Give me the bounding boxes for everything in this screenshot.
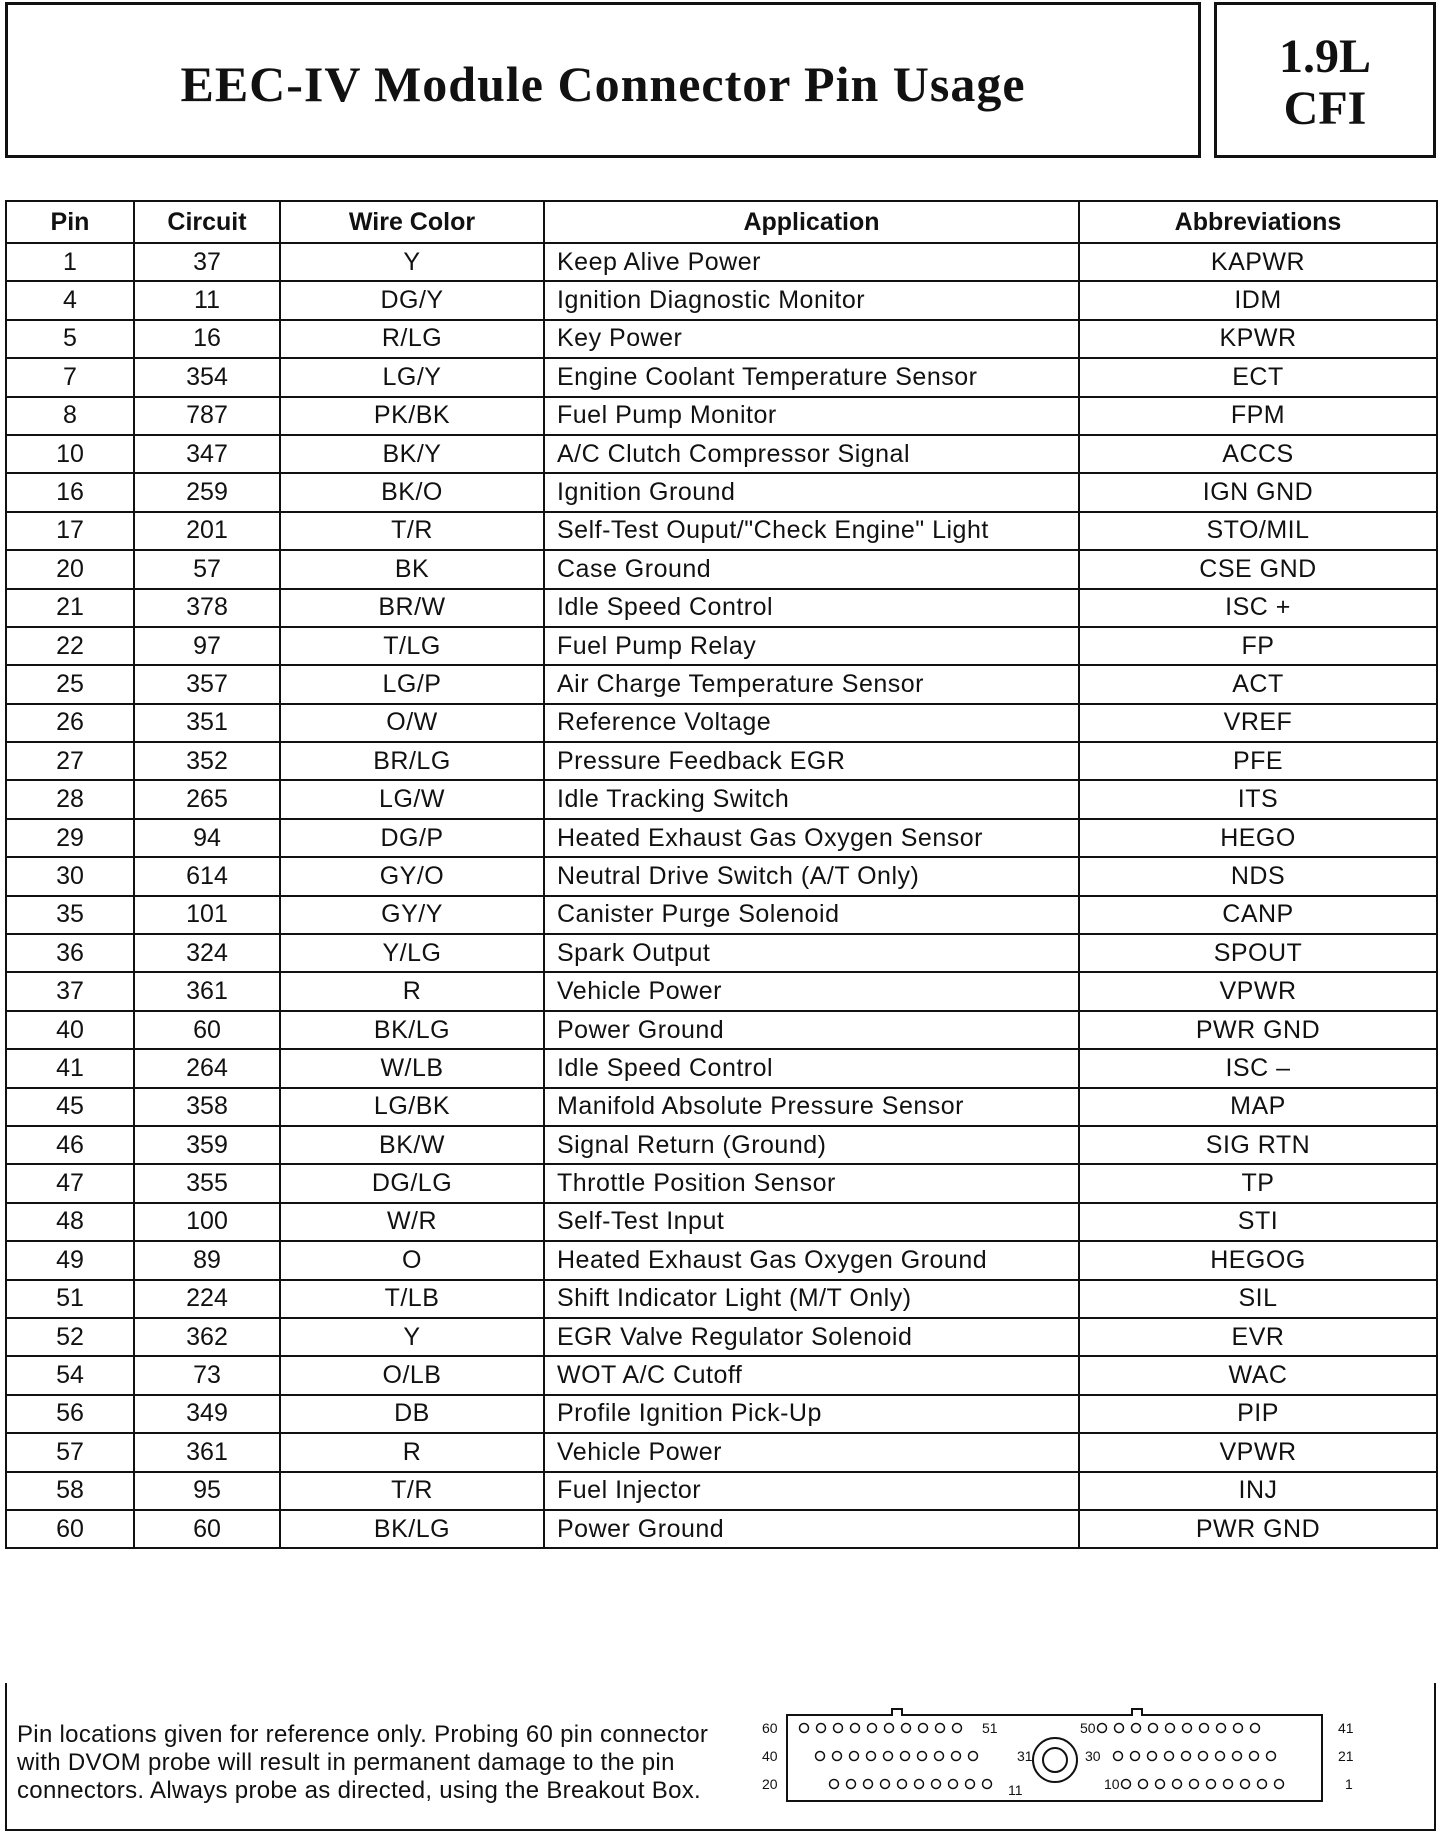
cell-abbreviation: NDS xyxy=(1079,857,1437,895)
connector-pin xyxy=(1234,1724,1243,1733)
cell-wire-color: T/R xyxy=(280,512,544,550)
connector-pin xyxy=(1149,1724,1158,1733)
cell-application: Ignition Diagnostic Monitor xyxy=(544,281,1079,319)
cell-circuit: 60 xyxy=(134,1011,280,1049)
table-row xyxy=(6,1126,1437,1164)
cell-application: EGR Valve Regulator Solenoid xyxy=(544,1318,1079,1356)
connector-pin xyxy=(1207,1780,1216,1789)
cell-abbreviation: KPWR xyxy=(1079,320,1437,358)
cell-circuit: 265 xyxy=(134,780,280,818)
label-60-left: 60 xyxy=(762,1720,778,1736)
cell-circuit: 355 xyxy=(134,1164,280,1202)
table-row xyxy=(6,1510,1437,1548)
cell-circuit: 73 xyxy=(134,1356,280,1394)
connector-pin xyxy=(1258,1780,1267,1789)
connector-pin xyxy=(1199,1752,1208,1761)
cell-pin: 35 xyxy=(6,896,134,934)
cell-wire-color: R/LG xyxy=(280,320,544,358)
table-row xyxy=(6,972,1437,1010)
connector-pin xyxy=(935,1752,944,1761)
cell-abbreviation: IDM xyxy=(1079,281,1437,319)
cell-wire-color: O/W xyxy=(280,704,544,742)
table-row xyxy=(6,1280,1437,1318)
table-row xyxy=(6,1395,1437,1433)
table-row xyxy=(6,1011,1437,1049)
label-1-right: 1 xyxy=(1345,1776,1353,1792)
cell-abbreviation: ISC + xyxy=(1079,589,1437,627)
connector-pin xyxy=(949,1780,958,1789)
cell-application: Engine Coolant Temperature Sensor xyxy=(544,358,1079,396)
connector-pin xyxy=(884,1752,893,1761)
cell-wire-color: W/LB xyxy=(280,1049,544,1087)
cell-wire-color: R xyxy=(280,972,544,1010)
connector-pin xyxy=(1216,1752,1225,1761)
cell-application: Profile Ignition Pick-Up xyxy=(544,1395,1079,1433)
connector-pin xyxy=(833,1752,842,1761)
cell-circuit: 60 xyxy=(134,1510,280,1548)
connector-pin xyxy=(915,1780,924,1789)
cell-abbreviation: SPOUT xyxy=(1079,934,1437,972)
cell-circuit: 359 xyxy=(134,1126,280,1164)
cell-pin: 37 xyxy=(6,972,134,1010)
cell-circuit: 95 xyxy=(134,1472,280,1510)
table-row xyxy=(6,1088,1437,1126)
table-row xyxy=(6,550,1437,588)
label-51: 51 xyxy=(982,1720,998,1736)
cell-pin: 51 xyxy=(6,1280,134,1318)
table-row xyxy=(6,857,1437,895)
table-row xyxy=(6,819,1437,857)
connector-pin xyxy=(1182,1752,1191,1761)
table-row xyxy=(6,589,1437,627)
cell-pin: 41 xyxy=(6,1049,134,1087)
table-row xyxy=(6,896,1437,934)
column-header-wire-color: Wire Color xyxy=(280,201,544,243)
cell-wire-color: O xyxy=(280,1241,544,1279)
connector-pin xyxy=(1251,1724,1260,1733)
cell-pin: 17 xyxy=(6,512,134,550)
connector-pin xyxy=(850,1752,859,1761)
label-10: 10 xyxy=(1104,1776,1120,1792)
cell-wire-color: BR/LG xyxy=(280,742,544,780)
footer-box xyxy=(5,1683,1436,1831)
cell-application: Neutral Drive Switch (A/T Only) xyxy=(544,857,1079,895)
cell-circuit: 324 xyxy=(134,934,280,972)
table-row xyxy=(6,1433,1437,1471)
table-row xyxy=(6,742,1437,780)
label-40-left: 40 xyxy=(762,1748,778,1764)
cell-pin: 5 xyxy=(6,320,134,358)
connector-pin xyxy=(983,1780,992,1789)
cell-application: Self-Test Ouput/"Check Engine" Light xyxy=(544,512,1079,550)
cell-application: Fuel Pump Relay xyxy=(544,627,1079,665)
cell-abbreviation: ACT xyxy=(1079,665,1437,703)
connector-pin xyxy=(1190,1780,1199,1789)
connector-pin xyxy=(1132,1724,1141,1733)
table-row xyxy=(6,243,1437,281)
cell-abbreviation: ECT xyxy=(1079,358,1437,396)
connector-pin xyxy=(847,1780,856,1789)
cell-application: Vehicle Power xyxy=(544,972,1079,1010)
cell-pin: 4 xyxy=(6,281,134,319)
cell-pin: 57 xyxy=(6,1433,134,1471)
cell-pin: 46 xyxy=(6,1126,134,1164)
cell-circuit: 94 xyxy=(134,819,280,857)
cell-abbreviation: PWR GND xyxy=(1079,1510,1437,1548)
connector-pin xyxy=(881,1780,890,1789)
cell-circuit: 787 xyxy=(134,397,280,435)
cell-circuit: 351 xyxy=(134,704,280,742)
cell-circuit: 101 xyxy=(134,896,280,934)
label-21-right: 21 xyxy=(1338,1748,1354,1764)
cell-abbreviation: ISC – xyxy=(1079,1049,1437,1087)
cell-pin: 30 xyxy=(6,857,134,895)
cell-pin: 26 xyxy=(6,704,134,742)
cell-application: Fuel Pump Monitor xyxy=(544,397,1079,435)
connector-pin xyxy=(902,1724,911,1733)
cell-wire-color: DB xyxy=(280,1395,544,1433)
title-box xyxy=(5,2,1201,158)
table-row xyxy=(6,1472,1437,1510)
cell-wire-color: BK xyxy=(280,550,544,588)
cell-abbreviation: KAPWR xyxy=(1079,243,1437,281)
column-header-abbreviations: Abbreviations xyxy=(1079,201,1437,243)
connector-pin xyxy=(918,1752,927,1761)
connector-pin xyxy=(885,1724,894,1733)
cell-wire-color: Y xyxy=(280,1318,544,1356)
table-header-row xyxy=(6,201,1437,243)
cell-application: Shift Indicator Light (M/T Only) xyxy=(544,1280,1079,1318)
label-30: 30 xyxy=(1085,1748,1101,1764)
cell-pin: 8 xyxy=(6,397,134,435)
connector-pin xyxy=(1275,1780,1284,1789)
cell-wire-color: LG/Y xyxy=(280,358,544,396)
cell-circuit: 352 xyxy=(134,742,280,780)
cell-pin: 56 xyxy=(6,1395,134,1433)
cell-application: Key Power xyxy=(544,320,1079,358)
cell-application: Air Charge Temperature Sensor xyxy=(544,665,1079,703)
cell-wire-color: T/LB xyxy=(280,1280,544,1318)
cell-application: Ignition Ground xyxy=(544,473,1079,511)
engine-badge xyxy=(1214,2,1436,158)
cell-circuit: 89 xyxy=(134,1241,280,1279)
cell-pin: 21 xyxy=(6,589,134,627)
connector-pin xyxy=(966,1780,975,1789)
cell-abbreviation: FP xyxy=(1079,627,1437,665)
cell-application: Vehicle Power xyxy=(544,1433,1079,1471)
cell-abbreviation: ITS xyxy=(1079,780,1437,818)
cell-application: Power Ground xyxy=(544,1510,1079,1548)
cell-wire-color: T/LG xyxy=(280,627,544,665)
connector-pin xyxy=(1200,1724,1209,1733)
connector-pin xyxy=(1233,1752,1242,1761)
cell-abbreviation: SIL xyxy=(1079,1280,1437,1318)
connector-pin xyxy=(1267,1752,1276,1761)
connector-pin xyxy=(1241,1780,1250,1789)
connector-pin xyxy=(816,1752,825,1761)
connector-pin xyxy=(1173,1780,1182,1789)
cell-application: Manifold Absolute Pressure Sensor xyxy=(544,1088,1079,1126)
connector-pin xyxy=(1098,1724,1107,1733)
connector-pin xyxy=(1114,1752,1123,1761)
cell-application: Heated Exhaust Gas Oxygen Ground xyxy=(544,1241,1079,1279)
cell-application: Reference Voltage xyxy=(544,704,1079,742)
cell-abbreviation: WAC xyxy=(1079,1356,1437,1394)
connector-pin xyxy=(1122,1780,1131,1789)
cell-abbreviation: STI xyxy=(1079,1203,1437,1241)
cell-pin: 52 xyxy=(6,1318,134,1356)
connector-pin xyxy=(969,1752,978,1761)
table-row xyxy=(6,473,1437,511)
pin-usage-table xyxy=(5,200,1438,1549)
connector-pin xyxy=(1115,1724,1124,1733)
cell-pin: 10 xyxy=(6,435,134,473)
cell-wire-color: LG/P xyxy=(280,665,544,703)
cell-pin: 20 xyxy=(6,550,134,588)
engine-badge-line1: 1.9L xyxy=(1278,30,1371,83)
cell-abbreviation: CSE GND xyxy=(1079,550,1437,588)
column-header-pin: Pin xyxy=(6,201,134,243)
cell-circuit: 100 xyxy=(134,1203,280,1241)
cell-pin: 27 xyxy=(6,742,134,780)
cell-abbreviation: EVR xyxy=(1079,1318,1437,1356)
connector-pin xyxy=(1156,1780,1165,1789)
cell-pin: 28 xyxy=(6,780,134,818)
cell-circuit: 361 xyxy=(134,972,280,1010)
table-row xyxy=(6,934,1437,972)
cell-pin: 45 xyxy=(6,1088,134,1126)
cell-abbreviation: INJ xyxy=(1079,1472,1437,1510)
cell-application: Case Ground xyxy=(544,550,1079,588)
label-11: 11 xyxy=(1008,1782,1023,1798)
cell-wire-color: BK/LG xyxy=(280,1510,544,1548)
connector-pin xyxy=(953,1724,962,1733)
cell-application: Canister Purge Solenoid xyxy=(544,896,1079,934)
cell-circuit: 11 xyxy=(134,281,280,319)
table-row xyxy=(6,1318,1437,1356)
cell-abbreviation: PIP xyxy=(1079,1395,1437,1433)
cell-wire-color: Y xyxy=(280,243,544,281)
table-row xyxy=(6,665,1437,703)
label-31: 31 xyxy=(1017,1748,1033,1764)
table-row xyxy=(6,435,1437,473)
cell-wire-color: DG/Y xyxy=(280,281,544,319)
cell-circuit: 354 xyxy=(134,358,280,396)
cell-circuit: 357 xyxy=(134,665,280,703)
connector-pin xyxy=(952,1752,961,1761)
cell-wire-color: DG/LG xyxy=(280,1164,544,1202)
cell-circuit: 264 xyxy=(134,1049,280,1087)
cell-pin: 58 xyxy=(6,1472,134,1510)
cell-application: A/C Clutch Compressor Signal xyxy=(544,435,1079,473)
cell-application: Idle Speed Control xyxy=(544,589,1079,627)
connector-pin xyxy=(1224,1780,1233,1789)
table-row xyxy=(6,1164,1437,1202)
connector-diagram xyxy=(742,1703,1402,1813)
table-body xyxy=(6,243,1437,1548)
page-title: EEC-IV Module Connector Pin Usage xyxy=(180,56,1026,112)
cell-abbreviation: HEGOG xyxy=(1079,1241,1437,1279)
cell-circuit: 201 xyxy=(134,512,280,550)
cell-wire-color: GY/O xyxy=(280,857,544,895)
cell-wire-color: BK/O xyxy=(280,473,544,511)
table-row xyxy=(6,320,1437,358)
cell-abbreviation: MAP xyxy=(1079,1088,1437,1126)
cell-application: Fuel Injector xyxy=(544,1472,1079,1510)
table-row xyxy=(6,1241,1437,1279)
cell-pin: 49 xyxy=(6,1241,134,1279)
cell-pin: 40 xyxy=(6,1011,134,1049)
cell-abbreviation: FPM xyxy=(1079,397,1437,435)
cell-circuit: 16 xyxy=(134,320,280,358)
cell-abbreviation: HEGO xyxy=(1079,819,1437,857)
cell-circuit: 362 xyxy=(134,1318,280,1356)
connector-pin xyxy=(1139,1780,1148,1789)
cell-wire-color: BK/W xyxy=(280,1126,544,1164)
cell-abbreviation: ACCS xyxy=(1079,435,1437,473)
label-41-right: 41 xyxy=(1338,1720,1354,1736)
cell-pin: 29 xyxy=(6,819,134,857)
table-row xyxy=(6,512,1437,550)
cell-pin: 22 xyxy=(6,627,134,665)
cell-circuit: 614 xyxy=(134,857,280,895)
cell-circuit: 97 xyxy=(134,627,280,665)
cell-wire-color: BR/W xyxy=(280,589,544,627)
cell-pin: 16 xyxy=(6,473,134,511)
cell-circuit: 37 xyxy=(134,243,280,281)
cell-abbreviation: VPWR xyxy=(1079,1433,1437,1471)
cell-application: WOT A/C Cutoff xyxy=(544,1356,1079,1394)
connector-pin xyxy=(868,1724,877,1733)
engine-badge-line2: CFI xyxy=(1283,82,1367,135)
cell-wire-color: R xyxy=(280,1433,544,1471)
table-row xyxy=(6,1049,1437,1087)
cell-circuit: 224 xyxy=(134,1280,280,1318)
cell-pin: 1 xyxy=(6,243,134,281)
cell-pin: 7 xyxy=(6,358,134,396)
table-row xyxy=(6,1203,1437,1241)
cell-abbreviation: IGN GND xyxy=(1079,473,1437,511)
connector-pin xyxy=(1250,1752,1259,1761)
cell-circuit: 378 xyxy=(134,589,280,627)
cell-application: Spark Output xyxy=(544,934,1079,972)
cell-circuit: 349 xyxy=(134,1395,280,1433)
cell-abbreviation: STO/MIL xyxy=(1079,512,1437,550)
cell-abbreviation: VPWR xyxy=(1079,972,1437,1010)
cell-wire-color: LG/BK xyxy=(280,1088,544,1126)
cell-pin: 48 xyxy=(6,1203,134,1241)
cell-pin: 36 xyxy=(6,934,134,972)
cell-application: Power Ground xyxy=(544,1011,1079,1049)
connector-pin xyxy=(817,1724,826,1733)
cell-application: Pressure Feedback EGR xyxy=(544,742,1079,780)
connector-pin xyxy=(901,1752,910,1761)
cell-wire-color: T/R xyxy=(280,1472,544,1510)
cell-abbreviation: CANP xyxy=(1079,896,1437,934)
cell-application: Keep Alive Power xyxy=(544,243,1079,281)
cell-pin: 60 xyxy=(6,1510,134,1548)
table-row xyxy=(6,281,1437,319)
cell-abbreviation: SIG RTN xyxy=(1079,1126,1437,1164)
cell-circuit: 358 xyxy=(134,1088,280,1126)
cell-wire-color: PK/BK xyxy=(280,397,544,435)
cell-abbreviation: TP xyxy=(1079,1164,1437,1202)
connector-pin xyxy=(1131,1752,1140,1761)
connector-pin xyxy=(1148,1752,1157,1761)
table-row xyxy=(6,704,1437,742)
cell-wire-color: Y/LG xyxy=(280,934,544,972)
cell-wire-color: GY/Y xyxy=(280,896,544,934)
table-row xyxy=(6,358,1437,396)
cell-application: Self-Test Input xyxy=(544,1203,1079,1241)
cell-circuit: 259 xyxy=(134,473,280,511)
table-row xyxy=(6,397,1437,435)
label-50: 50 xyxy=(1080,1720,1096,1736)
table-row xyxy=(6,780,1437,818)
cell-application: Heated Exhaust Gas Oxygen Sensor xyxy=(544,819,1079,857)
connector-pin xyxy=(1183,1724,1192,1733)
cell-wire-color: BK/Y xyxy=(280,435,544,473)
cell-pin: 25 xyxy=(6,665,134,703)
cell-application: Idle Speed Control xyxy=(544,1049,1079,1087)
cell-wire-color: W/R xyxy=(280,1203,544,1241)
cell-wire-color: BK/LG xyxy=(280,1011,544,1049)
cell-pin: 47 xyxy=(6,1164,134,1202)
cell-wire-color: LG/W xyxy=(280,780,544,818)
cell-application: Throttle Position Sensor xyxy=(544,1164,1079,1202)
connector-pin xyxy=(851,1724,860,1733)
connector-pin xyxy=(867,1752,876,1761)
cell-pin: 54 xyxy=(6,1356,134,1394)
connector-pin xyxy=(898,1780,907,1789)
connector-pin xyxy=(1166,1724,1175,1733)
cell-abbreviation: VREF xyxy=(1079,704,1437,742)
table-row xyxy=(6,1356,1437,1394)
connector-pin xyxy=(834,1724,843,1733)
cell-application: Signal Return (Ground) xyxy=(544,1126,1079,1164)
connector-pin xyxy=(1165,1752,1174,1761)
cell-abbreviation: PFE xyxy=(1079,742,1437,780)
cell-abbreviation: PWR GND xyxy=(1079,1011,1437,1049)
cell-circuit: 361 xyxy=(134,1433,280,1471)
cell-application: Idle Tracking Switch xyxy=(544,780,1079,818)
column-header-application: Application xyxy=(544,201,1079,243)
connector-pin xyxy=(932,1780,941,1789)
column-header-circuit: Circuit xyxy=(134,201,280,243)
cell-circuit: 347 xyxy=(134,435,280,473)
connector-pin xyxy=(919,1724,928,1733)
cell-circuit: 57 xyxy=(134,550,280,588)
connector-pin xyxy=(800,1724,809,1733)
table-row xyxy=(6,627,1437,665)
connector-pin xyxy=(936,1724,945,1733)
connector-pin xyxy=(864,1780,873,1789)
connector-pin xyxy=(830,1780,839,1789)
connector-pin xyxy=(1217,1724,1226,1733)
cell-wire-color: O/LB xyxy=(280,1356,544,1394)
label-20-left: 20 xyxy=(762,1776,778,1792)
probing-note: Pin locations given for reference only. Probing 60 pin connector with DVOM probe will result in permanent damage to the pin connectors. Always probe as directed, using the Breakout Box. xyxy=(17,1721,709,1804)
cell-wire-color: DG/P xyxy=(280,819,544,857)
